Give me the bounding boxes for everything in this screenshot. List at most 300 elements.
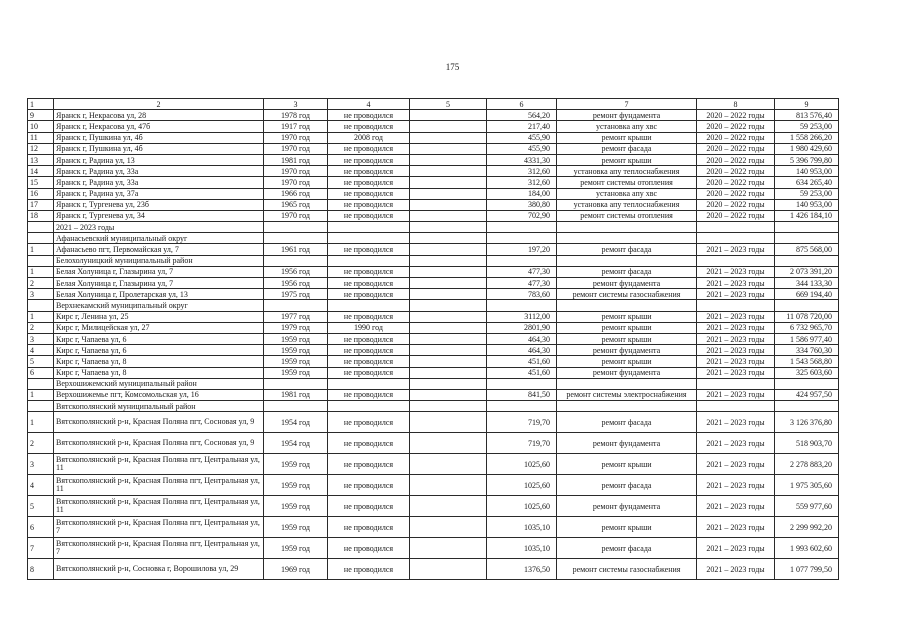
table-row <box>28 538 839 559</box>
cell-cost: 5 396 799,80 <box>775 154 839 165</box>
header-cell-1: 1 <box>28 99 54 110</box>
cell-last-repair-year: не проводился <box>328 110 410 121</box>
cell-row-number: 4 <box>28 475 54 496</box>
empty-cell <box>328 255 410 266</box>
header-cell-5: 5 <box>410 99 487 110</box>
header-cell-9: 9 <box>775 99 839 110</box>
cell-cost: 325 603,60 <box>775 367 839 378</box>
cell-last-repair-year: не проводился <box>328 210 410 221</box>
table-row <box>28 517 839 538</box>
cell-area: 455,90 <box>487 143 557 154</box>
cell-cost: 518 903,70 <box>775 433 839 454</box>
table-row <box>28 210 839 221</box>
cell-col5 <box>410 266 487 277</box>
cell-area: 1376,50 <box>487 559 557 580</box>
empty-cell <box>487 378 557 389</box>
cell-row-number: 1 <box>28 311 54 322</box>
empty-cell <box>487 401 557 412</box>
table-row <box>28 188 839 199</box>
empty-cell <box>328 233 410 244</box>
cell-period: 2021 – 2023 годы <box>697 433 775 454</box>
cell-last-repair-year: не проводился <box>328 412 410 433</box>
cell-last-repair-year: не проводился <box>328 356 410 367</box>
cell-work-type: ремонт фундамента <box>557 278 697 289</box>
cell-cost: 59 253,00 <box>775 188 839 199</box>
table-header-row <box>28 99 839 110</box>
cell-work-type: ремонт крыши <box>557 311 697 322</box>
empty-cell <box>264 300 328 311</box>
cell-work-type: ремонт фасада <box>557 412 697 433</box>
cell-work-type: ремонт крыши <box>557 356 697 367</box>
empty-cell <box>264 222 328 233</box>
cell-row-number: 5 <box>28 356 54 367</box>
cell-work-type: ремонт крыши <box>557 333 697 344</box>
section-title: Верхошижемский муниципальный район <box>54 378 264 389</box>
cell-area: 184,00 <box>487 188 557 199</box>
cell-address: Вятскополянский р-н, Красная Поляна пгт, Центральная ул, 7 <box>54 517 264 538</box>
section-title: Верхнекамский муниципальный округ <box>54 300 264 311</box>
cell-period: 2021 – 2023 годы <box>697 356 775 367</box>
cell-address: Яранск г, Радина ул, 33а <box>54 166 264 177</box>
cell-col5 <box>410 412 487 433</box>
empty-cell <box>410 401 487 412</box>
cell-period: 2021 – 2023 годы <box>697 266 775 277</box>
empty-cell <box>557 233 697 244</box>
section-row <box>28 300 839 311</box>
cell-area: 477,30 <box>487 278 557 289</box>
table-row <box>28 559 839 580</box>
cell-last-repair-year: не проводился <box>328 538 410 559</box>
cell-area: 217,40 <box>487 121 557 132</box>
cell-build-year: 1981 год <box>264 389 328 400</box>
cell-address: Кирс г, Милицейская ул, 27 <box>54 322 264 333</box>
cell-row-number: 1 <box>28 412 54 433</box>
table-row <box>28 177 839 188</box>
empty-cell <box>28 300 54 311</box>
cell-area: 464,30 <box>487 345 557 356</box>
cell-col5 <box>410 210 487 221</box>
cell-period: 2021 – 2023 годы <box>697 244 775 255</box>
cell-work-type: ремонт системы газоснабжения <box>557 559 697 580</box>
header-cell-2: 2 <box>54 99 264 110</box>
cell-col5 <box>410 367 487 378</box>
cell-col5 <box>410 454 487 475</box>
table-row <box>28 433 839 454</box>
cell-work-type: ремонт фасада <box>557 244 697 255</box>
cell-row-number: 3 <box>28 454 54 475</box>
cell-area: 1025,60 <box>487 454 557 475</box>
cell-col5 <box>410 154 487 165</box>
empty-cell <box>775 233 839 244</box>
cell-work-type: ремонт системы отопления <box>557 210 697 221</box>
section-row <box>28 233 839 244</box>
cell-build-year: 1959 год <box>264 475 328 496</box>
cell-last-repair-year: не проводился <box>328 345 410 356</box>
cell-build-year: 1979 год <box>264 322 328 333</box>
table-row <box>28 311 839 322</box>
cell-row-number: 13 <box>28 154 54 165</box>
cell-cost: 6 732 965,70 <box>775 322 839 333</box>
cell-build-year: 1954 год <box>264 412 328 433</box>
cell-cost: 424 957,50 <box>775 389 839 400</box>
cell-row-number: 5 <box>28 496 54 517</box>
cell-period: 2020 – 2022 годы <box>697 143 775 154</box>
cell-address: Вятскополянский р-н, Красная Поляна пгт, Центральная ул, 11 <box>54 454 264 475</box>
table-row <box>28 356 839 367</box>
cell-row-number: 18 <box>28 210 54 221</box>
cell-period: 2021 – 2023 годы <box>697 278 775 289</box>
table-row <box>28 132 839 143</box>
cell-cost: 2 073 391,20 <box>775 266 839 277</box>
cell-build-year: 1959 год <box>264 345 328 356</box>
cell-address: Вятскополянский р-н, Красная Поляна пгт, Сосновая ул, 9 <box>54 433 264 454</box>
table-row <box>28 475 839 496</box>
empty-cell <box>697 401 775 412</box>
cell-cost: 140 953,00 <box>775 166 839 177</box>
cell-col5 <box>410 538 487 559</box>
cell-row-number: 1 <box>28 244 54 255</box>
cell-col5 <box>410 559 487 580</box>
cell-work-type: ремонт фасада <box>557 266 697 277</box>
cell-work-type: ремонт фундамента <box>557 433 697 454</box>
section-title: 2021 – 2023 годы <box>54 222 264 233</box>
cell-cost: 11 078 720,00 <box>775 311 839 322</box>
cell-col5 <box>410 244 487 255</box>
cell-period: 2021 – 2023 годы <box>697 322 775 333</box>
empty-cell <box>410 222 487 233</box>
cell-period: 2020 – 2022 годы <box>697 199 775 210</box>
section-title: Белохолуницкий муниципальный район <box>54 255 264 266</box>
cell-last-repair-year: не проводился <box>328 496 410 517</box>
cell-area: 1035,10 <box>487 538 557 559</box>
empty-cell <box>487 222 557 233</box>
cell-address: Вятскополянский р-н, Сосновка г, Ворошилова ул, 29 <box>54 559 264 580</box>
cell-build-year: 1965 год <box>264 199 328 210</box>
table-row <box>28 266 839 277</box>
table-row <box>28 143 839 154</box>
cell-build-year: 1954 год <box>264 433 328 454</box>
cell-row-number: 9 <box>28 110 54 121</box>
cell-area: 451,60 <box>487 367 557 378</box>
table-row <box>28 367 839 378</box>
cell-address: Вятскополянский р-н, Красная Поляна пгт, Центральная ул, 11 <box>54 475 264 496</box>
table-row <box>28 454 839 475</box>
cell-row-number: 3 <box>28 289 54 300</box>
table-row <box>28 322 839 333</box>
cell-build-year: 1975 год <box>264 289 328 300</box>
table-row <box>28 154 839 165</box>
cell-work-type: ремонт фундамента <box>557 367 697 378</box>
table-row <box>28 166 839 177</box>
cell-build-year: 1959 год <box>264 333 328 344</box>
empty-cell <box>28 255 54 266</box>
cell-build-year: 1959 год <box>264 356 328 367</box>
table-row <box>28 121 839 132</box>
cell-address: Яранск г, Некрасова ул, 47б <box>54 121 264 132</box>
cell-cost: 344 133,30 <box>775 278 839 289</box>
header-cell-8: 8 <box>697 99 775 110</box>
cell-period: 2021 – 2023 годы <box>697 538 775 559</box>
cell-period: 2021 – 2023 годы <box>697 289 775 300</box>
cell-work-type: ремонт крыши <box>557 454 697 475</box>
cell-build-year: 1966 год <box>264 188 328 199</box>
cell-period: 2021 – 2023 годы <box>697 454 775 475</box>
cell-period: 2021 – 2023 годы <box>697 333 775 344</box>
cell-period: 2021 – 2023 годы <box>697 559 775 580</box>
cell-cost: 1 993 602,60 <box>775 538 839 559</box>
cell-address: Кирс г, Чапаева ул, 6 <box>54 333 264 344</box>
cell-work-type: ремонт крыши <box>557 517 697 538</box>
empty-cell <box>775 300 839 311</box>
cell-work-type: ремонт системы отопления <box>557 177 697 188</box>
cell-last-repair-year: 2008 год <box>328 132 410 143</box>
cell-row-number: 6 <box>28 367 54 378</box>
cell-work-type: ремонт фундамента <box>557 110 697 121</box>
cell-address: Яранск г, Тургенева ул, 34 <box>54 210 264 221</box>
cell-cost: 59 253,00 <box>775 121 839 132</box>
cell-col5 <box>410 132 487 143</box>
section-row <box>28 378 839 389</box>
empty-cell <box>487 300 557 311</box>
cell-build-year: 1969 год <box>264 559 328 580</box>
empty-cell <box>697 233 775 244</box>
table-row <box>28 278 839 289</box>
cell-address: Кирс г, Чапаева ул, 8 <box>54 367 264 378</box>
cell-last-repair-year: не проводился <box>328 289 410 300</box>
cell-work-type: ремонт системы электроснабжения <box>557 389 697 400</box>
cell-address: Верхошижемье пгт, Комсомольская ул, 16 <box>54 389 264 400</box>
cell-period: 2021 – 2023 годы <box>697 389 775 400</box>
cell-row-number: 10 <box>28 121 54 132</box>
cell-area: 1025,60 <box>487 475 557 496</box>
cell-last-repair-year: не проводился <box>328 454 410 475</box>
table-row <box>28 389 839 400</box>
cell-row-number: 17 <box>28 199 54 210</box>
cell-period: 2020 – 2022 годы <box>697 110 775 121</box>
cell-last-repair-year: не проводился <box>328 433 410 454</box>
cell-row-number: 2 <box>28 278 54 289</box>
cell-period: 2020 – 2022 годы <box>697 188 775 199</box>
section-row <box>28 222 839 233</box>
cell-address: Вятскополянский р-н, Красная Поляна пгт, Центральная ул, 11 <box>54 496 264 517</box>
cell-period: 2020 – 2022 годы <box>697 132 775 143</box>
empty-cell <box>775 222 839 233</box>
cell-area: 312,60 <box>487 166 557 177</box>
cell-last-repair-year: не проводился <box>328 333 410 344</box>
cell-address: Вятскополянский р-н, Красная Поляна пгт, Сосновая ул, 9 <box>54 412 264 433</box>
cell-col5 <box>410 517 487 538</box>
cell-address: Кирс г, Чапаева ул, 6 <box>54 345 264 356</box>
cell-period: 2021 – 2023 годы <box>697 496 775 517</box>
empty-cell <box>28 401 54 412</box>
cell-build-year: 1970 год <box>264 166 328 177</box>
cell-work-type: ремонт фундамента <box>557 345 697 356</box>
cell-col5 <box>410 143 487 154</box>
cell-cost: 140 953,00 <box>775 199 839 210</box>
cell-last-repair-year: не проводился <box>328 166 410 177</box>
cell-build-year: 1970 год <box>264 177 328 188</box>
cell-last-repair-year: не проводился <box>328 143 410 154</box>
cell-last-repair-year: не проводился <box>328 121 410 132</box>
cell-period: 2021 – 2023 годы <box>697 412 775 433</box>
empty-cell <box>487 255 557 266</box>
cell-cost: 2 278 883,20 <box>775 454 839 475</box>
empty-cell <box>410 378 487 389</box>
cell-area: 702,90 <box>487 210 557 221</box>
cell-address: Афанасьево пгт, Первомайская ул, 7 <box>54 244 264 255</box>
empty-cell <box>264 401 328 412</box>
cell-cost: 3 126 376,80 <box>775 412 839 433</box>
table-row <box>28 244 839 255</box>
cell-col5 <box>410 121 487 132</box>
cell-cost: 1 426 184,10 <box>775 210 839 221</box>
cell-address: Яранск г, Тургенева ул, 23б <box>54 199 264 210</box>
cell-build-year: 1978 год <box>264 110 328 121</box>
cell-cost: 1 975 305,60 <box>775 475 839 496</box>
cell-work-type: ремонт крыши <box>557 132 697 143</box>
cell-area: 2801,90 <box>487 322 557 333</box>
cell-last-repair-year: не проводился <box>328 278 410 289</box>
empty-cell <box>328 300 410 311</box>
table-row <box>28 412 839 433</box>
cell-work-type: установка апу хвс <box>557 188 697 199</box>
cell-build-year: 1959 год <box>264 538 328 559</box>
cell-period: 2021 – 2023 годы <box>697 345 775 356</box>
cell-row-number: 6 <box>28 517 54 538</box>
cell-row-number: 16 <box>28 188 54 199</box>
cell-work-type: ремонт фасада <box>557 538 697 559</box>
cell-build-year: 1970 год <box>264 210 328 221</box>
cell-last-repair-year: не проводился <box>328 154 410 165</box>
cell-area: 564,20 <box>487 110 557 121</box>
empty-cell <box>557 255 697 266</box>
cell-last-repair-year: не проводился <box>328 266 410 277</box>
cell-work-type: ремонт фасада <box>557 143 697 154</box>
cell-col5 <box>410 496 487 517</box>
cell-last-repair-year: не проводился <box>328 244 410 255</box>
cell-address: Вятскополянский р-н, Красная Поляна пгт, Центральная ул, 7 <box>54 538 264 559</box>
cell-address: Яранск г, Пушкина ул, 4б <box>54 132 264 143</box>
empty-cell <box>557 378 697 389</box>
empty-cell <box>328 378 410 389</box>
cell-build-year: 1956 год <box>264 266 328 277</box>
cell-row-number: 11 <box>28 132 54 143</box>
cell-last-repair-year: 1990 год <box>328 322 410 333</box>
cell-period: 2020 – 2022 годы <box>697 154 775 165</box>
cell-area: 380,80 <box>487 199 557 210</box>
cell-address: Кирс г, Ленина ул, 25 <box>54 311 264 322</box>
cell-area: 477,30 <box>487 266 557 277</box>
repair-schedule-table <box>27 98 839 580</box>
cell-cost: 634 265,40 <box>775 177 839 188</box>
section-row <box>28 255 839 266</box>
cell-build-year: 1959 год <box>264 454 328 475</box>
table-row <box>28 496 839 517</box>
cell-address: Яранск г, Радина ул, 37а <box>54 188 264 199</box>
empty-cell <box>28 378 54 389</box>
cell-last-repair-year: не проводился <box>328 475 410 496</box>
cell-work-type: установка апу хвс <box>557 121 697 132</box>
cell-cost: 1 980 429,60 <box>775 143 839 154</box>
page-number: 175 <box>445 62 460 72</box>
cell-col5 <box>410 433 487 454</box>
header-cell-3: 3 <box>264 99 328 110</box>
cell-cost: 1 558 266,20 <box>775 132 839 143</box>
table-row <box>28 199 839 210</box>
cell-col5 <box>410 389 487 400</box>
cell-period: 2021 – 2023 годы <box>697 517 775 538</box>
cell-build-year: 1959 год <box>264 496 328 517</box>
empty-cell <box>697 222 775 233</box>
cell-last-repair-year: не проводился <box>328 311 410 322</box>
cell-cost: 2 299 992,20 <box>775 517 839 538</box>
cell-work-type: ремонт крыши <box>557 322 697 333</box>
cell-build-year: 1917 год <box>264 121 328 132</box>
cell-area: 783,60 <box>487 289 557 300</box>
cell-last-repair-year: не проводился <box>328 177 410 188</box>
empty-cell <box>775 378 839 389</box>
cell-period: 2020 – 2022 годы <box>697 210 775 221</box>
table-body <box>28 99 839 580</box>
cell-period: 2020 – 2022 годы <box>697 121 775 132</box>
empty-cell <box>264 255 328 266</box>
cell-work-type: ремонт фундамента <box>557 496 697 517</box>
cell-row-number: 1 <box>28 389 54 400</box>
cell-col5 <box>410 110 487 121</box>
cell-row-number: 2 <box>28 433 54 454</box>
cell-col5 <box>410 289 487 300</box>
header-cell-6: 6 <box>487 99 557 110</box>
cell-cost: 669 194,40 <box>775 289 839 300</box>
cell-cost: 559 977,60 <box>775 496 839 517</box>
table-row <box>28 110 839 121</box>
cell-address: Яранск г, Некрасова ул, 28 <box>54 110 264 121</box>
cell-last-repair-year: не проводился <box>328 559 410 580</box>
empty-cell <box>697 378 775 389</box>
cell-col5 <box>410 278 487 289</box>
cell-cost: 334 760,30 <box>775 345 839 356</box>
cell-address: Кирс г, Чапаева ул, 8 <box>54 356 264 367</box>
empty-cell <box>775 255 839 266</box>
cell-period: 2021 – 2023 годы <box>697 367 775 378</box>
cell-row-number: 2 <box>28 322 54 333</box>
cell-cost: 875 568,00 <box>775 244 839 255</box>
empty-cell <box>410 255 487 266</box>
cell-col5 <box>410 311 487 322</box>
empty-cell <box>487 233 557 244</box>
cell-cost: 1 543 568,80 <box>775 356 839 367</box>
section-title: Вятскополянский муниципальный район <box>54 401 264 412</box>
cell-work-type: ремонт системы газоснабжения <box>557 289 697 300</box>
cell-row-number: 15 <box>28 177 54 188</box>
empty-cell <box>775 401 839 412</box>
cell-build-year: 1981 год <box>264 154 328 165</box>
cell-build-year: 1977 год <box>264 311 328 322</box>
empty-cell <box>264 233 328 244</box>
cell-row-number: 14 <box>28 166 54 177</box>
empty-cell <box>328 401 410 412</box>
cell-row-number: 7 <box>28 538 54 559</box>
cell-address: Яранск г, Пушкина ул, 4б <box>54 143 264 154</box>
cell-col5 <box>410 333 487 344</box>
cell-build-year: 1956 год <box>264 278 328 289</box>
cell-area: 197,20 <box>487 244 557 255</box>
cell-cost: 1 586 977,40 <box>775 333 839 344</box>
cell-address: Белая Холуница г, Глазырина ул, 7 <box>54 266 264 277</box>
cell-col5 <box>410 345 487 356</box>
cell-cost: 1 077 799,50 <box>775 559 839 580</box>
cell-last-repair-year: не проводился <box>328 199 410 210</box>
